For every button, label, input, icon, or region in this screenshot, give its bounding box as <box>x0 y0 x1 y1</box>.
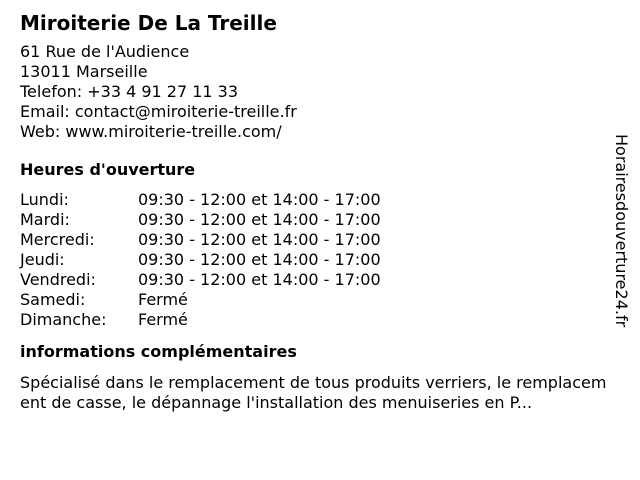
day-label: Vendredi: <box>20 270 96 289</box>
time-value: 09:30 - 12:00 et 14:00 - 17:00 <box>138 250 381 269</box>
hours-row-monday <box>20 190 610 210</box>
hours-row-friday <box>20 270 610 290</box>
time-value: 09:30 - 12:00 et 14:00 - 17:00 <box>138 270 381 289</box>
contact-block <box>20 42 610 142</box>
business-name: Miroiterie De La Treille <box>20 11 277 35</box>
web-text: Web: www.miroiterie-treille.com/ <box>20 122 282 141</box>
watermark-text: Horairesdouverture24.fr <box>612 134 631 328</box>
hours-row-thursday <box>20 250 610 270</box>
day-label: Mercredi: <box>20 230 95 249</box>
day-label: Lundi: <box>20 190 69 209</box>
time-value: Fermé <box>138 310 188 329</box>
address-street: 61 Rue de l'Audience <box>20 42 190 61</box>
time-value: 09:30 - 12:00 et 14:00 - 17:00 <box>138 230 381 249</box>
opening-hours-table <box>20 190 610 330</box>
address-city: 13011 Marseille <box>20 62 148 81</box>
hours-row-tuesday <box>20 210 610 230</box>
hours-row-sunday <box>20 310 610 330</box>
day-label: Jeudi: <box>20 250 65 269</box>
time-value: Fermé <box>138 290 188 309</box>
business-card <box>20 10 610 413</box>
day-label: Mardi: <box>20 210 70 229</box>
opening-hours-heading: Heures d'ouverture <box>20 160 196 179</box>
phone-text: Telefon: +33 4 91 27 11 33 <box>20 82 239 101</box>
description-text: Spécialisé dans le remplacement de tous produits verriers, le remplacement de casse, le dépannage l'installation des menuiseries en P... <box>20 373 607 412</box>
email-text: Email: contact@miroiterie-treille.fr <box>20 102 297 121</box>
day-label: Samedi: <box>20 290 86 309</box>
day-label: Dimanche: <box>20 310 107 329</box>
additional-info-heading: informations complémentaires <box>20 342 297 361</box>
hours-row-wednesday <box>20 230 610 250</box>
time-value: 09:30 - 12:00 et 14:00 - 17:00 <box>138 210 381 229</box>
hours-row-saturday <box>20 290 610 310</box>
time-value: 09:30 - 12:00 et 14:00 - 17:00 <box>138 190 381 209</box>
